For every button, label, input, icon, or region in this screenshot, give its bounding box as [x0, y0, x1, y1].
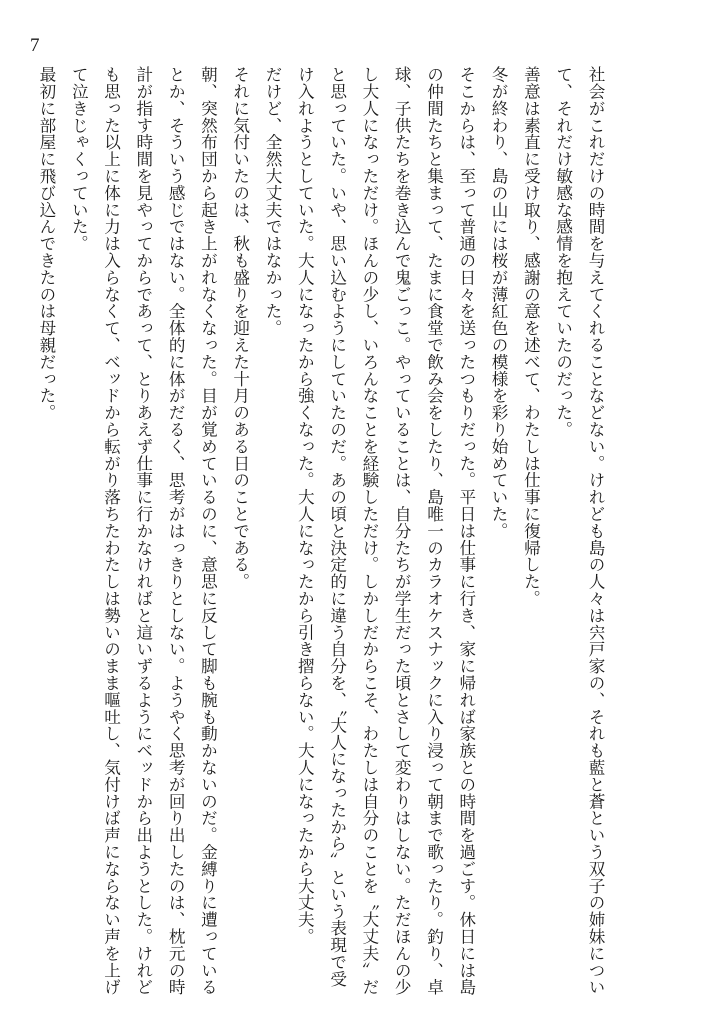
paragraph-3: 冬が終わり、島の山には桜が薄紅色の模様を彩り始めていた。: [489, 66, 509, 540]
body-text: [36, 66, 611, 996]
paragraph-5: だけど、全然大丈夫ではなかった。: [263, 66, 283, 337]
paragraph-2: 善意は素直に受け取り、感謝の意を述べて、わたしは仕事に復帰した。: [521, 66, 541, 607]
paragraph-1: 社会がこれだけの時間を与えてくれることなどない。けれども島の人々は宍戸家の、それも藍と蒼という双子の姉妹について、それだけ敏感な感情を抱えていたのだった。: [553, 66, 605, 996]
paragraph-8: 最初に部屋に飛び込んできたのは母親だった。: [36, 66, 56, 421]
paragraph-4: そこからは、至って普通の日々を送ったつもりだった。平日は仕事に行き、家に帰れば家族との時間を過ごす。休日には島の仲間たちと集まって、たまに食堂で飲み会をしたり、島唯一のカラオケスナックに入り浸って朝まで歌ったり。釣り、卓球、子供たちを巻き込んで鬼ごっこ。やっていることは、自分たちが学生だった頃とさして変わりはしない。ただほんの少し大人になっただけ。ほんの少し、いろんなことを経験しただけ。しかしだからこそ、わたしは自分のことを〝大丈夫〟だと思っていた。いや、思い込むようにしていたのだ。あの頃と決定的に違う自分を、〝大人になったから〟という表現で受け入れようとしていた。大人になったから強くなった。大人になったから引き摺らない。大人になったから大丈夫。: [295, 66, 476, 996]
paragraph-6: それに気付いたのは、秋も盛りを迎えた十月のある日のことである。: [230, 66, 250, 590]
page-number: 7: [30, 35, 40, 56]
paragraph-7: 朝、突然布団から起き上がれなくなった。目が覚めているのに、意思に反して脚も腕も動かないのだ。金縛りに遭っているとか、そういう感じではない。全体的に体がだるく、思考がはっきりとしない。ようやく思考が回り出したのは、枕元の時計が指す時間を見やってからであって、とりあえず仕事に行かなければと這いずるようにベッドから出ようとした。けれども思った以上に体に力は入らなくて、ベッドから転がり落ちたわたしは勢いのまま嘔吐し、気付けば声にならない声を上げて泣きじゃくっていた。: [69, 66, 218, 996]
